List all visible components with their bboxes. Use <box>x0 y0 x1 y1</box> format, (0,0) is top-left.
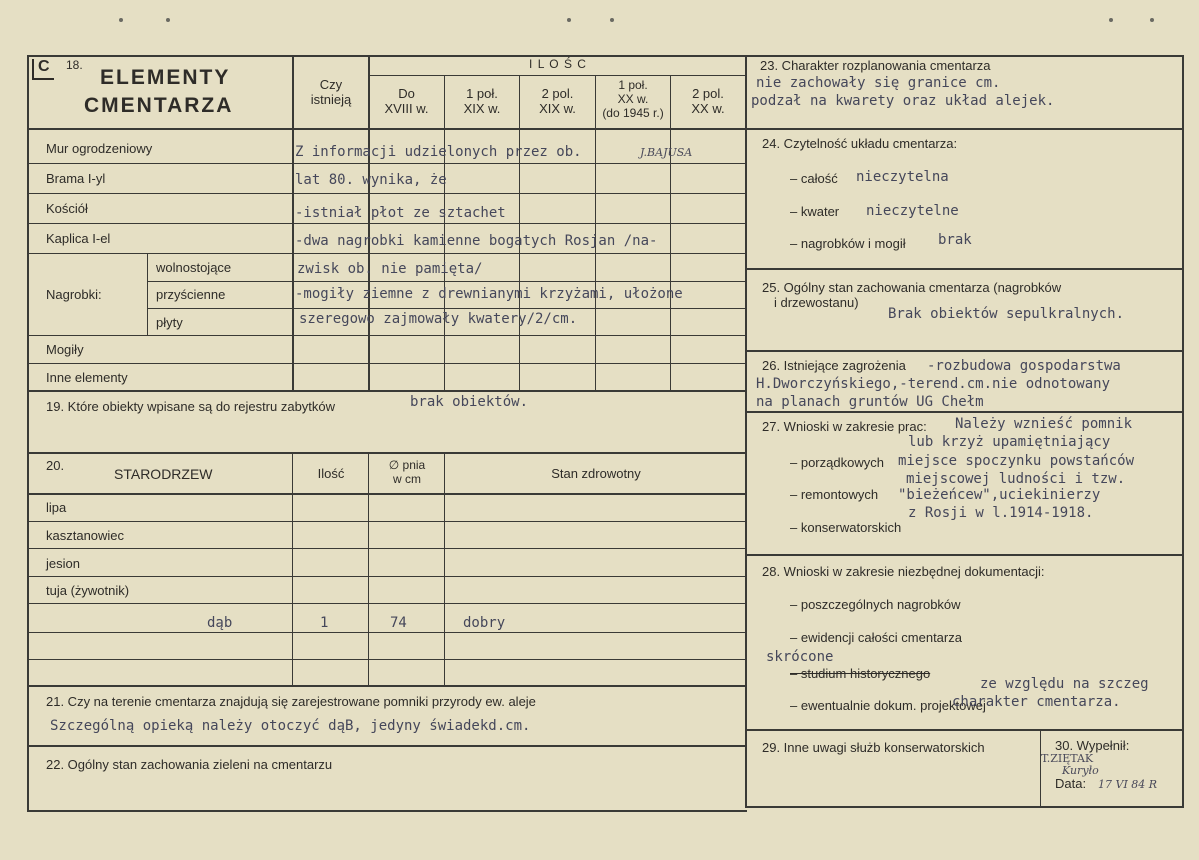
header-czy-istnieja: Czy istnieją <box>310 77 352 107</box>
s21-value: Szczególną opieką należy otoczyć dąB, jedyny świadekd.cm. <box>50 718 531 734</box>
s20-col-pnia: ∅ pnia w cm <box>388 458 426 486</box>
tree-entry-ilosc: 1 <box>320 615 329 631</box>
s28-ewidencji: – ewidencji całości cmentarza <box>790 630 962 645</box>
tree-lipa: lipa <box>46 500 67 515</box>
s24-kwater-value: nieczytelne <box>866 203 959 219</box>
s28-nagrobkow: – poszczególnych nagrobków <box>790 597 961 612</box>
s30-data-label: Data: <box>1055 776 1087 791</box>
frame-bottom-right <box>745 806 1184 808</box>
s24-nagrobkow-value: brak <box>938 232 972 248</box>
s20-number: 20. <box>46 458 65 473</box>
section-letter: C <box>38 58 50 75</box>
s29-label: 29. Inne uwagi służb konserwatorskich <box>762 740 985 755</box>
s25-value: Brak obiektów sepulkralnych. <box>888 306 1125 322</box>
s27-value-3: miejsce spoczynku powstańców <box>898 453 1135 469</box>
s20-title: STARODRZEW <box>114 466 213 482</box>
s27-value-4: miejscowej ludności i tzw. <box>906 471 1126 487</box>
typed-info-line-7: szeregowo zajmowały kwatery/2/cm. <box>299 311 578 327</box>
s26-value-1: -rozbudowa gospodarstwa <box>927 358 1121 374</box>
s24-nagrobkow: – nagrobków i mogił <box>790 236 906 251</box>
divider-middle <box>745 55 747 808</box>
s26-label: 26. Istniejące zagrożenia <box>762 358 906 373</box>
row-mur: Mur ogrodzeniowy <box>46 141 153 156</box>
s30-stamp: T.ZIĘTAK <box>1041 752 1094 765</box>
typed-info-line-5: zwisk ob. nie pamięta/ <box>297 261 483 277</box>
s28-value-3: charakter cmentarza. <box>952 694 1121 710</box>
row-inne: Inne elementy <box>46 370 128 385</box>
s28-label: 28. Wnioski w zakresie niezbędnej dokumentacji: <box>762 564 1045 579</box>
s27-porzadkowych: – porządkowych <box>790 455 884 470</box>
s23-value-1: nie zachowały się granice cm. <box>756 75 1001 91</box>
s24-calosc-value: nieczytelna <box>856 169 949 185</box>
s20-col-ilosc: Ilość <box>317 466 345 481</box>
frame-right <box>1182 55 1184 808</box>
tree-entry-name: dąb <box>207 615 233 631</box>
s19-label: 19. Które obiekty wpisane są do rejestru zabytków <box>46 399 336 414</box>
s23-label: 23. Charakter rozplanowania cmentarza <box>760 58 991 73</box>
typed-info-line-4: -dwa nagrobki kamienne bogatych Rosjan /na- <box>295 233 658 249</box>
row-kosciol: Kościół <box>46 201 88 216</box>
row-przyscienne: przyścienne <box>156 287 226 302</box>
s28-studium: – studium historycznego <box>790 666 931 681</box>
period-xviii: Do XVIII w. <box>384 86 429 116</box>
typed-info-line-3: -istniał płot ze sztachet <box>295 205 506 221</box>
row-wolnostojace: wolnostojące <box>156 260 232 275</box>
row-plyty: płyty <box>156 315 183 330</box>
s27-value-5: "bieżeńcew",uciekinierzy <box>898 487 1101 503</box>
s23-value-2: podzał na kwarety oraz układ alejek. <box>751 93 1055 109</box>
frame-left <box>27 55 29 812</box>
s27-remontowych: – remontowych <box>790 487 879 502</box>
s27-value-1: Należy wznieść pomnik <box>955 416 1133 432</box>
s19-value: brak obiektów. <box>410 394 529 410</box>
s25-label-2: i drzewostanu) <box>774 295 859 310</box>
s24-calosc: – całość <box>790 171 838 186</box>
s28-value-2: ze względu na szczeg <box>980 676 1149 692</box>
s30-date: 17 VI 84 R <box>1098 778 1158 791</box>
row-brama: Brama I-yl <box>46 171 106 186</box>
tree-jesion: jesion <box>46 556 80 571</box>
title-elementy: ELEMENTY <box>100 66 231 89</box>
period-2-xix: 2 pol. XIX w. <box>539 86 576 116</box>
row-nagrobki: Nagrobki: <box>46 287 102 302</box>
s30-label: 30. Wypełnił: <box>1055 738 1130 753</box>
s27-value-2: lub krzyż upamiętniający <box>908 434 1111 450</box>
s21-label: 21. Czy na terenie cmentarza znajdują się zarejestrowane pomniki przyrody ew. aleje <box>46 694 536 709</box>
frame-bottom-left <box>27 810 747 812</box>
row-kaplica: Kaplica I-el <box>46 231 111 246</box>
tree-entry-stan: dobry <box>463 615 506 631</box>
s27-label: 27. Wnioski w zakresie prac: <box>762 419 927 434</box>
row-mogily: Mogiły <box>46 342 84 357</box>
s27-konserwatorskich: – konserwatorskich <box>790 520 902 535</box>
section-letter-box <box>32 59 54 80</box>
s26-value-2: H.Dworczyńskiego,-terend.cm.nie odnotowany <box>756 376 1111 392</box>
s26-value-3: na planach gruntów UG Chełm <box>756 394 984 410</box>
s28-ewentualnie: – ewentualnie dokum. projektowej <box>790 698 986 713</box>
section-18-number: 18. <box>66 58 83 72</box>
typed-info-line-6: -mogiły ziemne z drewnianymi krzyżami, ułożone <box>295 286 683 302</box>
typed-info-handwritten-name: J.BAJUSA <box>640 146 693 159</box>
s24-label: 24. Czytelność układu cmentarza: <box>762 136 958 151</box>
typed-info-line-1: Z informacji udzielonych przez ob. <box>295 144 582 160</box>
period-1-xx: 1 poł. XX w. (do 1945 r.) <box>602 78 664 120</box>
typed-info-line-2: lat 80. wynika, że <box>295 172 447 188</box>
tree-entry-pnia: 74 <box>390 615 407 631</box>
tree-tuja: tuja (żywotnik) <box>46 583 130 598</box>
tree-kasztanowiec: kasztanowiec <box>46 528 125 543</box>
title-cmentarza: CMENTARZA <box>84 94 234 117</box>
s30-signature: Kuryło <box>1062 764 1099 777</box>
s28-value-1: skrócone <box>766 649 834 665</box>
period-1-xix: 1 poł. XIX w. <box>463 86 501 116</box>
header-ilosc: I L O Ś C <box>529 57 587 71</box>
s20-col-stan: Stan zdrowotny <box>551 466 641 481</box>
s24-kwater: – kwater <box>790 204 840 219</box>
s25-label-1: 25. Ogólny stan zachowania cmentarza (nagrobków <box>762 280 1062 295</box>
s27-value-6: z Rosji w l.1914-1918. <box>908 505 1094 521</box>
period-2-xx: 2 pol. XX w. <box>691 86 725 116</box>
s22-label: 22. Ogólny stan zachowania zieleni na cmentarzu <box>46 757 333 772</box>
